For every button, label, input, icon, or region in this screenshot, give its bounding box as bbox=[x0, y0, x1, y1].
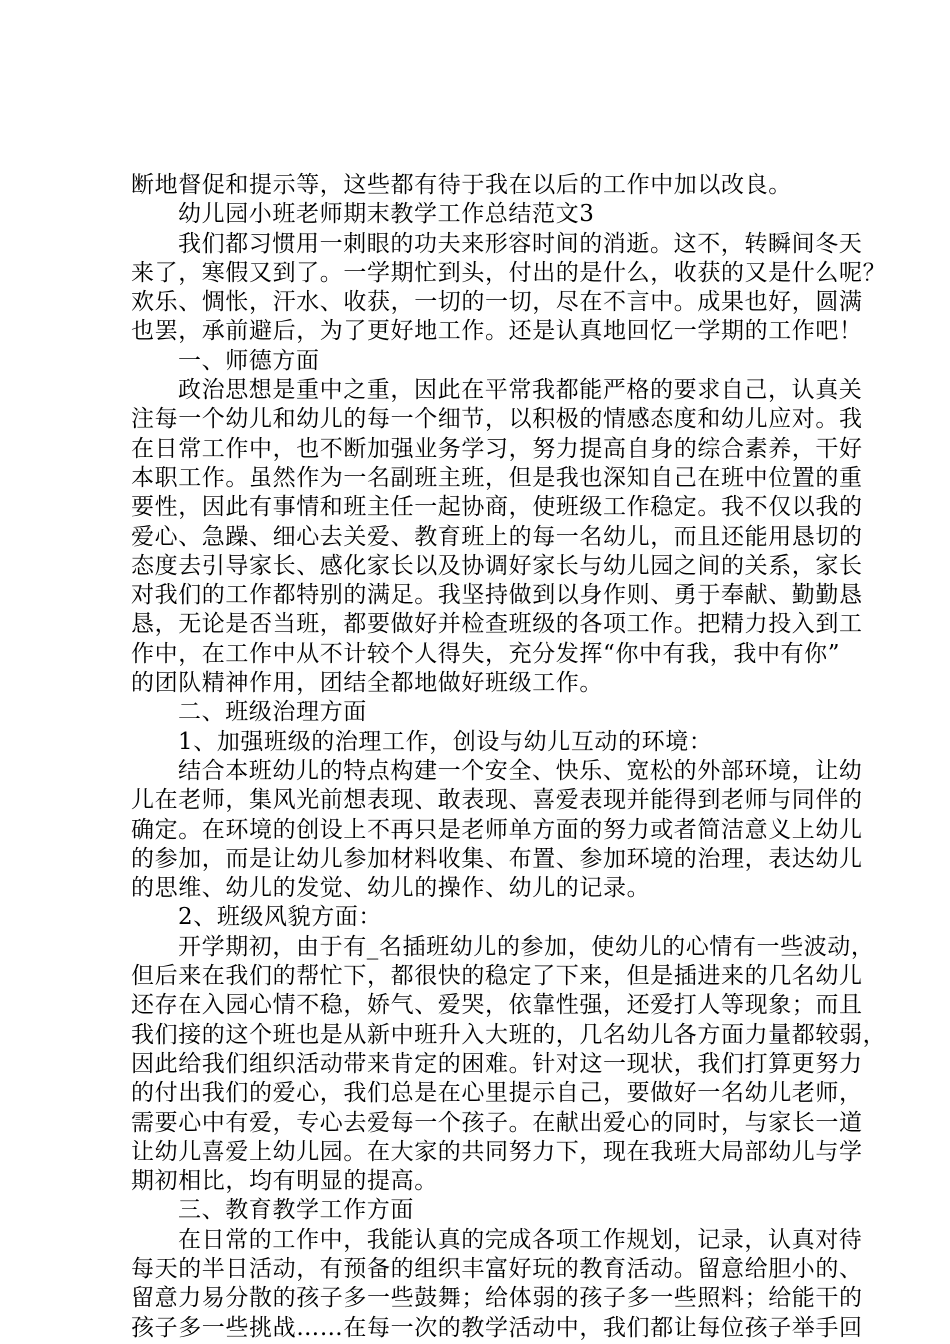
text-line: 的思维、幼儿的发觉、幼儿的操作、幼儿的记录。 bbox=[131, 875, 651, 902]
text-line: 我们接的这个班也是从新中班升入大班的，几名幼儿各方面力量都较弱， bbox=[131, 1021, 887, 1048]
text-line: 注每一个幼儿和幼儿的每一个细节，以积极的情感态度和幼儿应对。我 bbox=[131, 406, 863, 433]
text-line: 三、教育教学工作方面 bbox=[178, 1197, 414, 1224]
text-line: 需要心中有爱，专心去爱每一个孩子。在献出爱心的同时，与家长一道 bbox=[131, 1109, 863, 1136]
text-line: 作中，在工作中从不计较个人得失，充分发挥“你中有我，我中有你” bbox=[131, 640, 841, 667]
text-line: 确定。在环境的创设上不再只是老师单方面的努力或者简洁意义上幼儿 bbox=[131, 816, 863, 843]
text-line: 还存在入园心情不稳，娇气、爱哭，依靠性强，还爱打人等现象；而且 bbox=[131, 992, 863, 1019]
text-line: 儿在老师，集风光前想表现、敢表现、喜爱表现并能得到老师与同伴的 bbox=[131, 787, 863, 814]
text-line: 的团队精神作用，团结全都地做好班级工作。 bbox=[131, 670, 603, 697]
text-line: 政治思想是重中之重，因此在平常我都能严格的要求自己，认真关 bbox=[178, 377, 863, 404]
text-line: 结合本班幼儿的特点构建一个安全、快乐、宽松的外部环境，让幼 bbox=[178, 757, 863, 784]
text-line: 恳，无论是否当班，都要做好并检查班级的各项工作。把精力投入到工 bbox=[131, 611, 863, 638]
text-line: 二、班级治理方面 bbox=[178, 699, 367, 726]
text-line: 态度去引导家长、感化家长以及协调好家长与幼儿园之间的关系，家长 bbox=[131, 552, 863, 579]
text-line: 的参加，而是让幼儿参加材料收集、布置、参加环境的治理，表达幼儿 bbox=[131, 845, 863, 872]
text-line: 要性，因此有事情和班主任一起协商，使班级工作稳定。我不仅以我的 bbox=[131, 494, 863, 521]
text-line: 爱心、急躁、细心去关爱、教育班上的每一名幼儿，而且还能用恳切的 bbox=[131, 523, 863, 550]
text-line: 期初相比，均有明显的提高。 bbox=[131, 1168, 438, 1195]
text-line: 对我们的工作都特别的满足。我坚持做到以身作则、勇于奉献、勤勤恳 bbox=[131, 582, 863, 609]
text-line: 孩子多一些挑战……在每一次的教学活动中，我们都让每位孩子举手回 bbox=[131, 1314, 863, 1341]
text-line: 让幼儿喜爱上幼儿园。在大家的共同努力下，现在我班大局部幼儿与学 bbox=[131, 1138, 863, 1165]
text-line: 断地督促和提示等，这些都有待于我在以后的工作中加以改良。 bbox=[131, 172, 792, 198]
text-line: 开学期初，由于有_名插班幼儿的参加，使幼儿的心情有一些波动， bbox=[178, 933, 875, 960]
text-line: 留意力易分散的孩子多一些鼓舞；给体弱的孩子多一些照料；给能干的 bbox=[131, 1285, 863, 1312]
text-line: 本职工作。虽然作为一名副班主班，但是我也深知自己在班中位置的重 bbox=[131, 464, 863, 491]
text-line: 一、师德方面 bbox=[178, 347, 320, 374]
text-line: 幼儿园小班老师期末教学工作总结范文3 bbox=[178, 201, 595, 228]
text-line: 因此给我们组织活动带来肯定的困难。针对这一现状，我们打算更努力 bbox=[131, 1050, 863, 1077]
text-line: 但后来在我们的帮忙下，都很快的稳定了下来，但是插进来的几名幼儿 bbox=[131, 963, 863, 990]
text-line: 2、班级风貌方面： bbox=[178, 904, 383, 931]
text-line: 的付出我们的爱心，我们总是在心里提示自己，要做好一名幼儿老师， bbox=[131, 1080, 863, 1107]
text-line: 在日常工作中，也不断加强业务学习，努力提高自身的综合素养，干好 bbox=[131, 435, 863, 462]
text-line: 1、加强班级的治理工作，创设与幼儿互动的环境： bbox=[178, 728, 713, 755]
text-line: 也罢，承前避后，为了更好地工作。还是认真地回忆一学期的工作吧！ bbox=[131, 318, 863, 345]
text-line: 我们都习惯用一刺眼的功夫来形容时间的消逝。这不，转瞬间冬天 bbox=[178, 230, 863, 257]
text-line: 每天的半日活动，有预备的组织丰富好玩的教育活动。留意给胆小的、 bbox=[131, 1255, 863, 1282]
text-line: 来了，寒假又到了。一学期忙到头，付出的是什么，收获的又是什么呢？ bbox=[131, 259, 887, 286]
text-line: 在日常的工作中，我能认真的完成各项工作规划，记录，认真对待 bbox=[178, 1226, 863, 1253]
text-line: 欢乐、惆怅，汗水、收获，一切的一切，尽在不言中。成果也好，圆满 bbox=[131, 289, 863, 316]
document-body bbox=[131, 171, 887, 1343]
